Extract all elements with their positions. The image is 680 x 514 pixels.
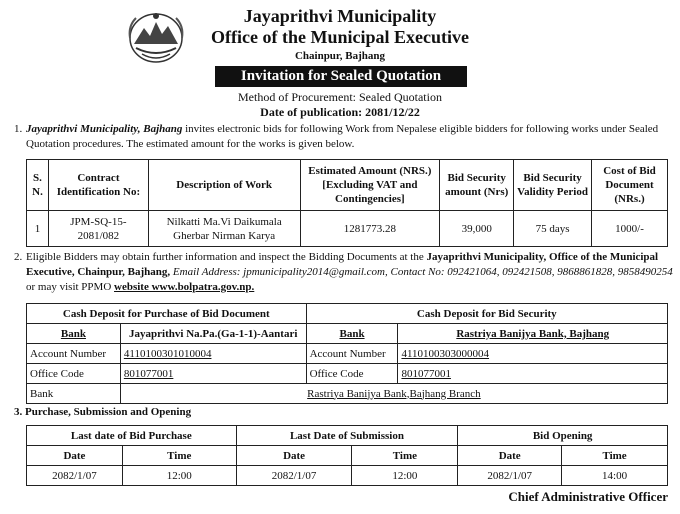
- website-link[interactable]: website www.bolpatra.gov.np.: [114, 281, 255, 293]
- table-cell: JPM-SQ-15-2081/082: [48, 211, 148, 247]
- schedule-cell: 12:00: [122, 466, 236, 486]
- para1-text: invites electronic bids for following Work from Nepalese eligible bidders for following works under Sealed Quotation procedures. The estimated amount for the works is given below.: [26, 123, 659, 150]
- table-cell: 1: [27, 211, 49, 247]
- schedule-group-header: Last Date of Submission: [236, 426, 458, 446]
- schedule-cell: 2082/1/07: [27, 466, 123, 486]
- table-header: S. N.: [27, 160, 49, 211]
- para-number: 2.: [14, 251, 23, 263]
- right-account-number: 4110100303000004: [398, 344, 668, 364]
- schedule-cell: 2082/1/07: [236, 466, 352, 486]
- office-code-label: Office Code: [27, 364, 121, 384]
- para2-text-2: or may visit PPMO: [26, 281, 115, 293]
- schedule-table: [26, 425, 668, 486]
- table-cell: 75 days: [514, 211, 592, 247]
- bank-branch-label: Bank: [27, 384, 121, 404]
- location: Chainpur, Bajhang: [294, 50, 386, 62]
- section-3-title: 3. Purchase, Submission and Opening: [14, 406, 192, 418]
- schedule-group-header: Last date of Bid Purchase: [27, 426, 237, 446]
- para2-contact: Email Address: jpmunicipality2014@gmail.com, Contact No: 092421064, 092421508, 9868861828, 9858490254: [170, 266, 673, 278]
- deposit-purchase-header: Cash Deposit for Purchase of Bid Document: [27, 304, 307, 324]
- account-label: Account Number: [27, 344, 121, 364]
- left-office-code: 801077001: [120, 364, 306, 384]
- office-code-label: Office Code: [306, 364, 398, 384]
- schedule-group-header: Bid Opening: [458, 426, 668, 446]
- procurement-method: Method of Procurement: Sealed Quotation: [238, 90, 442, 104]
- para1-entity: Jayaprithvi Municipality, Bajhang: [26, 123, 183, 135]
- bank-label: Bank: [306, 324, 398, 344]
- table-header: Contract Identification No:: [48, 160, 148, 211]
- left-bank-name: Jayaprithvi Na.Pa.(Ga-1-1)-Aantari: [120, 324, 306, 344]
- paragraph-2: [14, 250, 676, 295]
- signature-title: Chief Administrative Officer: [508, 489, 668, 504]
- para-number: 1.: [14, 123, 23, 135]
- table-cell: 1000/-: [592, 211, 668, 247]
- bank-branch-value: Rastriya Banijya Bank,Bajhang Branch: [120, 384, 667, 404]
- schedule-cell: 12:00: [352, 466, 458, 486]
- para2-text: Eligible Bidders may obtain further information and inspect the Bidding Documents at the: [26, 251, 427, 263]
- right-office-code: 801077001: [398, 364, 668, 384]
- table-header: Cost of Bid Document (NRs.): [592, 160, 668, 211]
- table-header: Description of Work: [148, 160, 300, 211]
- account-label: Account Number: [306, 344, 398, 364]
- bank-label: Bank: [27, 324, 121, 344]
- right-bank-name: Rastriya Banijya Bank, Bajhang: [398, 324, 668, 344]
- office-title: Office of the Municipal Executive: [211, 27, 469, 47]
- date-header: Date: [458, 446, 562, 466]
- table-header: Estimated Amount (NRS.) [Excluding VAT and Contingencies]: [300, 160, 440, 211]
- table-header: Bid Security amount (Nrs): [440, 160, 514, 211]
- time-header: Time: [122, 446, 236, 466]
- org-title: Jayaprithvi Municipality: [243, 6, 437, 26]
- table-header: Bid Security Validity Period: [514, 160, 592, 211]
- date-header: Date: [27, 446, 123, 466]
- deposit-security-header: Cash Deposit for Bid Security: [306, 304, 667, 324]
- para2-office: Jayaprithvi Municipality, Office of the Municipal Executive, Chainpur, Bajhang,: [26, 251, 659, 278]
- deposit-table: [26, 303, 668, 404]
- publication-date: Date of publication: 2081/12/22: [260, 105, 420, 119]
- table-cell: Nilkatti Ma.Vi Daikumala Gherbar Nirman Karya: [148, 211, 300, 247]
- date-header: Date: [236, 446, 352, 466]
- table-cell: 1281773.28: [300, 211, 440, 247]
- time-header: Time: [352, 446, 458, 466]
- paragraph-1: [14, 122, 674, 152]
- notice-banner: Invitation for Sealed Quotation: [215, 66, 467, 87]
- works-table: [26, 159, 668, 247]
- left-account-number: 4110100301010004: [120, 344, 306, 364]
- schedule-cell: 2082/1/07: [458, 466, 562, 486]
- schedule-cell: 14:00: [562, 466, 668, 486]
- time-header: Time: [562, 446, 668, 466]
- table-cell: 39,000: [440, 211, 514, 247]
